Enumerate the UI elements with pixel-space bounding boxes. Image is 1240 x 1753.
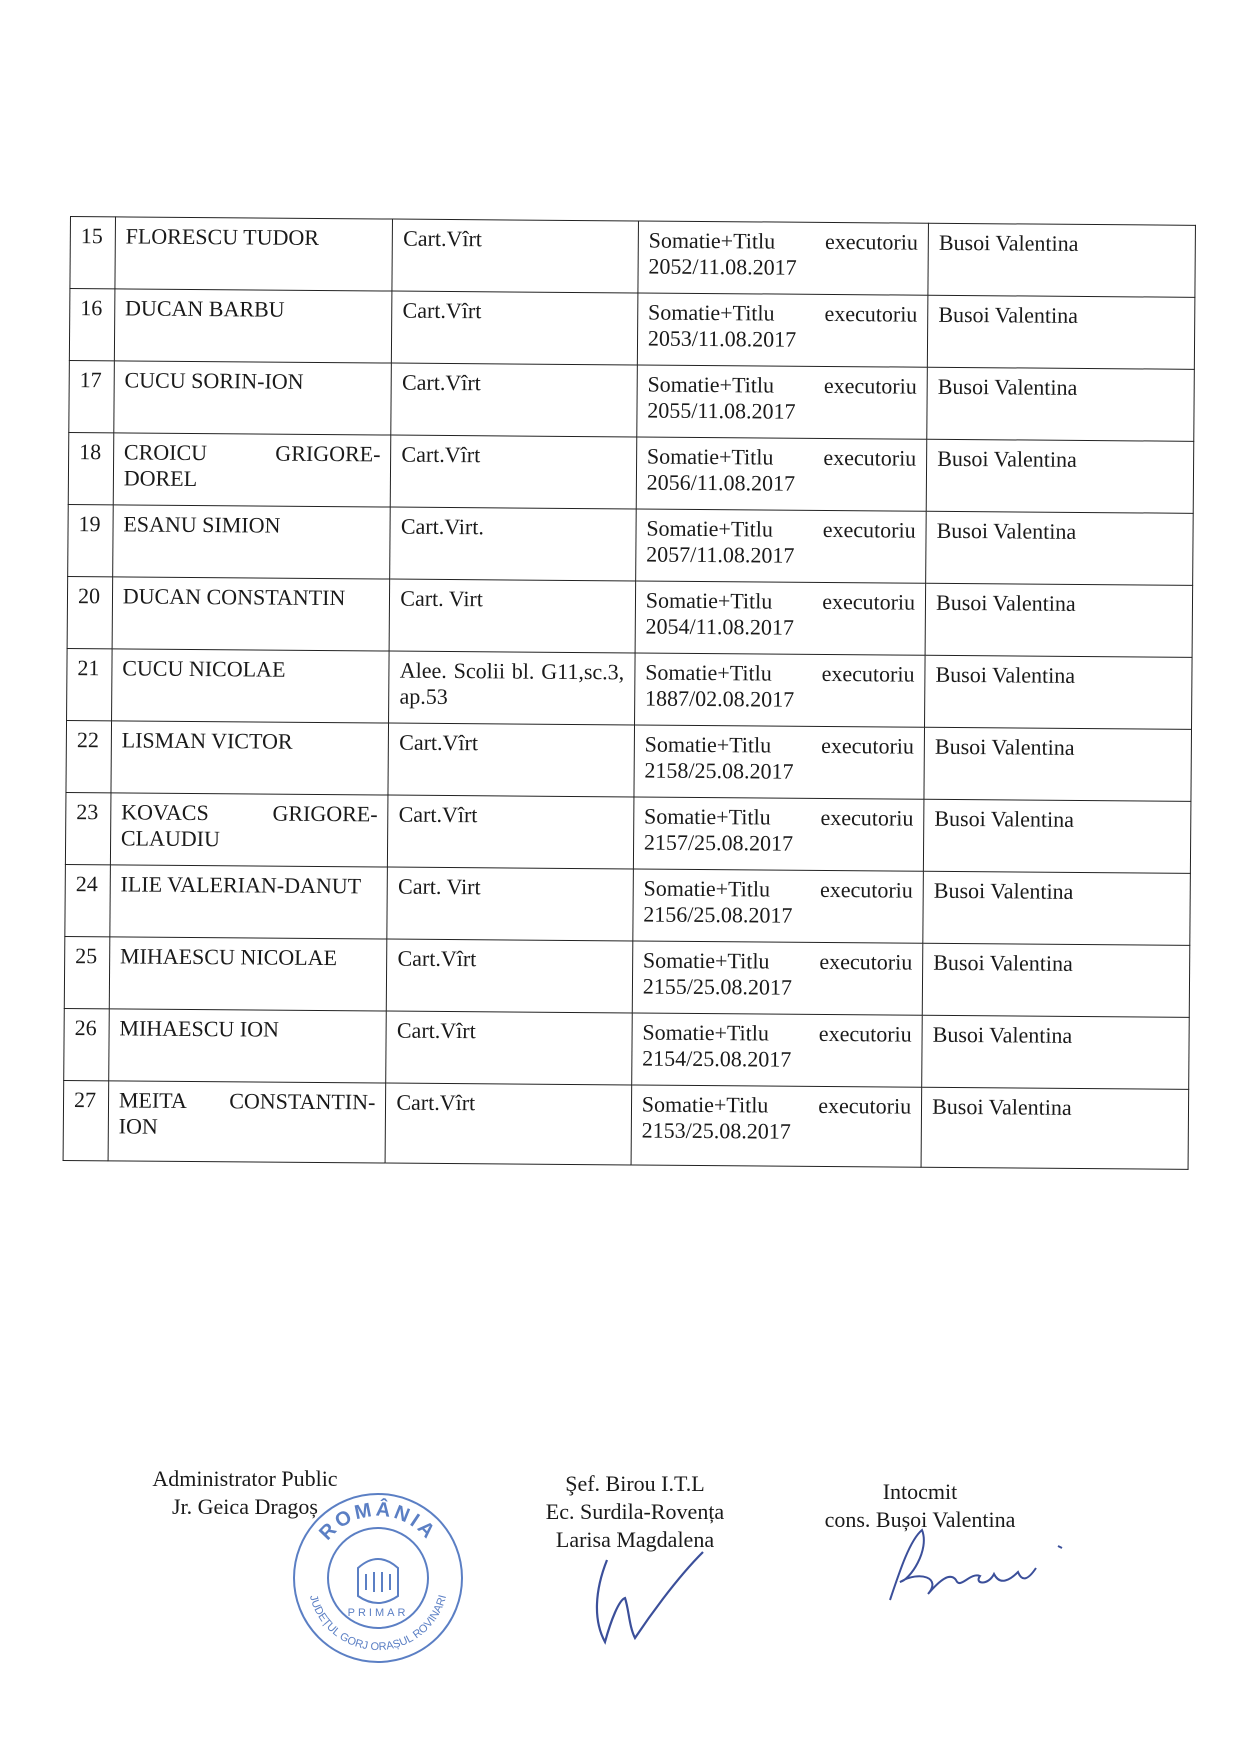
stamp-center-text: PRIMAR [347,1607,409,1619]
debtor-name: CUCU SORIN-ION [114,361,392,435]
document-reference [637,365,928,439]
responsible-person: Busoi Valentina [926,511,1193,585]
document-reference [634,653,925,727]
document-type: Somatie+Titlu executoriu [646,515,916,543]
table-row [69,289,1195,370]
debtor-address: Cart.Vîrt [386,1011,632,1085]
debtor-address: Cart. Virt [389,579,635,653]
responsible-person: Busoi Valentina [924,799,1191,873]
debtor-address: Cart.Vîrt [385,1083,631,1165]
debtor-address: Cart.Vîrt [388,723,634,797]
row-number: 16 [69,289,114,361]
debtor-address: Cart.Virt. [390,507,636,581]
row-number: 23 [65,792,110,864]
stamp-top-text: ROMÂNIA [315,1498,441,1545]
table-row [65,864,1191,945]
row-number: 20 [67,576,112,648]
responsible-person: Busoi Valentina [921,1087,1188,1169]
official-stamp [288,1488,468,1668]
document-type: Somatie+Titlu executoriu [647,371,917,399]
row-number: 22 [66,720,111,792]
document-number: 2158/25.08.2017 [644,757,794,784]
debtor-address: Cart.Vîrt [391,363,637,437]
handwritten-signature-head-of-office [585,1540,715,1650]
document-reference [631,1085,922,1167]
prepared-by-title: Intocmit [882,1479,958,1504]
document-reference [635,509,926,583]
debtor-name: MEITA CONSTANTIN-ION [108,1081,386,1163]
document-reference [633,797,924,871]
document-number: 1887/02.08.2017 [644,685,795,712]
administrator-title: Administrator Public [152,1466,338,1491]
execution-summons-table [63,216,1196,1170]
document-reference [636,437,927,511]
document-number: 2055/11.08.2017 [647,397,796,424]
document-number: 2056/11.08.2017 [646,469,796,496]
document-number: 2157/25.08.2017 [643,829,794,856]
document-number: 2052/11.08.2017 [648,253,797,280]
document-reference [632,941,923,1015]
document-type: Somatie+Titlu executoriu [642,1019,912,1047]
debtor-name: DUCAN CONSTANTIN [112,577,390,651]
debtor-address: Cart.Vîrt [391,435,637,509]
debtor-name: DUCAN BARBU [114,289,392,363]
head-of-office-name-line2: Larisa Magdalena [555,1527,715,1552]
table-row [67,648,1193,729]
document-type: Somatie+Titlu executoriu [645,587,916,615]
row-number: 27 [63,1080,108,1160]
debtor-name: MIHAESCU ION [109,1009,387,1083]
debtor-address: Cart.Vîrt [392,219,638,293]
responsible-person: Busoi Valentina [925,655,1192,729]
responsible-person: Busoi Valentina [925,583,1192,657]
document-type: Somatie+Titlu executoriu [646,443,917,471]
document-reference [635,581,926,655]
handwritten-signature-prepared-by [870,1520,1070,1620]
responsible-person: Busoi Valentina [927,295,1194,369]
document-type: Somatie+Titlu executoriu [644,803,914,831]
document-reference [638,221,929,295]
responsible-person: Busoi Valentina [922,943,1189,1017]
responsible-person: Busoi Valentina [922,1015,1189,1089]
debtor-address: Cart.Vîrt [392,291,638,365]
document-reference [637,293,928,367]
row-number: 24 [65,864,110,936]
head-of-office-title: Şef. Birou I.T.L [565,1471,705,1496]
stamp-bottom-text: JUDEȚUL GORJ ORAȘUL ROVINARI [306,1593,450,1654]
document-number: 2155/25.08.2017 [642,973,793,1000]
row-number: 19 [68,504,113,576]
document-type: Somatie+Titlu executoriu [647,299,918,327]
debtor-address: Cart.Vîrt [387,939,633,1013]
debtor-name: CROICU GRIGORE-DOREL [113,433,391,507]
debtor-name: MIHAESCU NICOLAE [109,937,387,1011]
table-row [64,1008,1190,1089]
debtor-name: FLORESCU TUDOR [115,217,393,291]
document-number: 2057/11.08.2017 [646,541,795,568]
administrator-name: Jr. Geica Dragoș [171,1494,318,1519]
table-row [65,792,1191,873]
debtor-address: Cart. Virt [387,867,633,941]
responsible-person: Busoi Valentina [924,727,1191,801]
debtor-name: LISMAN VICTOR [111,721,389,795]
table-body [63,217,1195,1170]
row-number: 25 [64,936,109,1008]
row-number: 17 [69,360,114,432]
debtor-name: KOVACS GRIGORE-CLAUDIU [110,793,388,867]
coat-of-arms-detail [366,1572,390,1592]
debtor-name: CUCU NICOLAE [111,649,389,723]
row-number: 21 [67,648,112,720]
responsible-person: Busoi Valentina [923,871,1190,945]
table-row [63,1080,1189,1169]
document-reference [633,869,924,943]
responsible-person: Busoi Valentina [927,367,1194,441]
responsible-person: Busoi Valentina [926,439,1193,513]
document-type: Somatie+Titlu executoriu [641,1091,912,1119]
row-number: 18 [68,432,113,504]
document-number: 2156/25.08.2017 [643,901,793,928]
debtor-address: Alee. Scolii bl. G11,sc.3, ap.53 [389,651,635,725]
row-number: 15 [70,217,115,289]
table-row [70,217,1196,298]
document-type: Somatie+Titlu executoriu [644,731,915,759]
document-type: Somatie+Titlu executoriu [648,227,919,255]
table-row [64,936,1190,1017]
table-row [68,432,1194,513]
document-type: Somatie+Titlu executoriu [645,659,915,687]
responsible-person: Busoi Valentina [928,223,1195,297]
coat-of-arms-icon [358,1559,398,1603]
document-reference [632,1013,923,1087]
head-of-office-name-line1: Ec. Surdila-Rovența [545,1499,725,1524]
document-reference [634,725,925,799]
document-type: Somatie+Titlu executoriu [643,875,913,903]
table-row [69,360,1195,441]
document-number: 2054/11.08.2017 [645,613,795,640]
prepared-by-name: cons. Bușoi Valentina [824,1507,1016,1532]
document-number: 2053/11.08.2017 [647,325,797,352]
debtor-address: Cart.Vîrt [388,795,634,869]
row-number: 26 [64,1008,109,1080]
table-row [67,576,1193,657]
document-type: Somatie+Titlu executoriu [642,947,913,975]
document-number: 2153/25.08.2017 [641,1117,791,1144]
document-number: 2154/25.08.2017 [642,1045,792,1072]
table-row [66,720,1192,801]
debtor-name: ESANU SIMION [112,505,390,579]
debtor-name: ILIE VALERIAN-DANUT [110,865,388,939]
table-row [68,504,1194,585]
